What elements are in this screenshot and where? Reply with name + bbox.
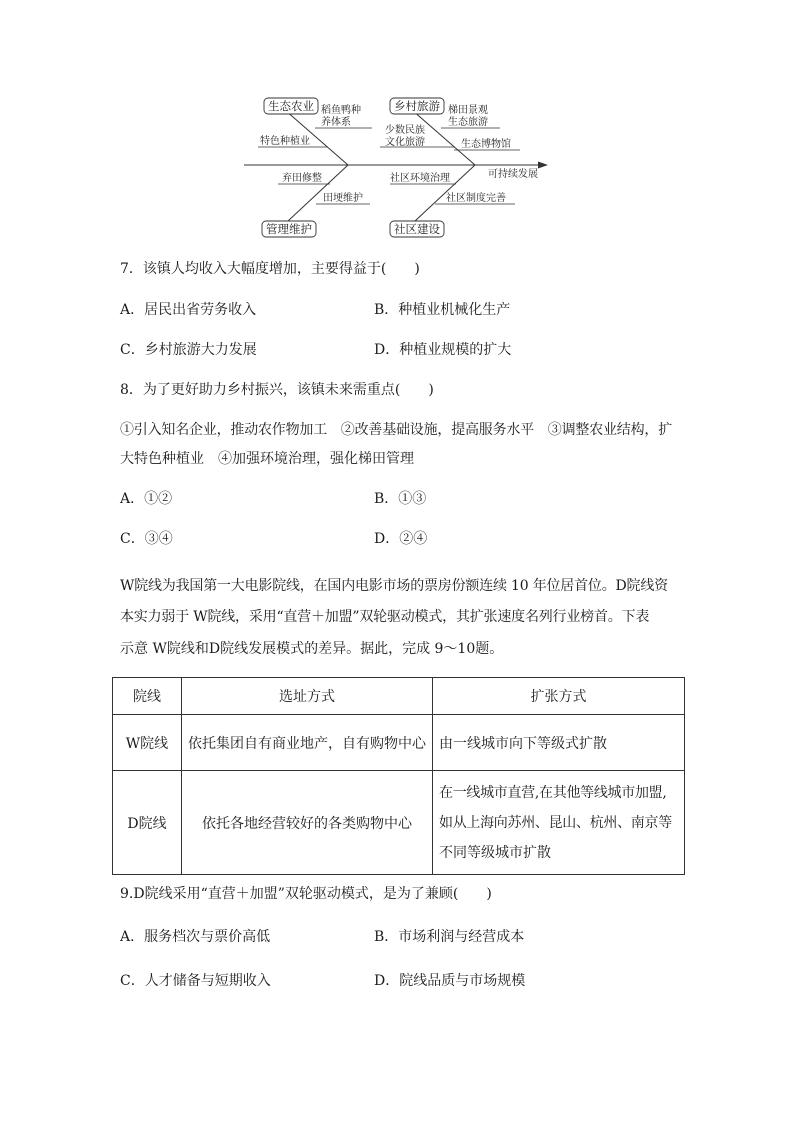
label-sustainable: 可持续发展 [488,169,538,180]
q9-option-d[interactable]: D．院线品质与市场规模 [374,973,526,989]
q7-stem: 7．该镇人均收入大幅度增加，主要得益于( ) [120,261,420,277]
table-header: 扩张方式 [433,678,685,715]
table-cell-site: 依托集团自有商业地产，自有购物中心 [182,715,433,771]
q8-stem: 8．为了更好助力乡村振兴，该镇未来需重点( ) [120,382,434,398]
label-community-system: 社区制度完善 [446,193,506,204]
label-eco-museum: 生态博物馆 [461,139,511,150]
box-community: 社区建设 [394,222,440,236]
label-rice-fish-duck: 稻鱼鸭种 [321,105,361,116]
spine-arrow [538,162,548,169]
label-minority: 少数民族 [385,125,425,136]
table-header: 选址方式 [182,678,433,715]
q7-option-a[interactable]: A．居民出省劳务收入 [120,302,257,318]
q7-option-b[interactable]: B．种植业机械化生产 [374,302,511,318]
table-header: 院线 [113,678,182,715]
table-cell-expand: 由一线城市向下等级式扩散 [433,715,685,771]
table-cell-site: 依托各地经营较好的各类购物中心 [182,771,433,875]
q7-option-d[interactable]: D．种植业规模的扩大 [374,342,512,358]
passage-line2: 本实力弱于 W院线，采用“直营＋加盟”双轮驱动模式，其扩张速度名列行业榜首。下表 [120,609,650,625]
label-culture-tour: 文化旅游 [385,137,425,148]
box-manage: 管理维护 [266,222,312,236]
passage-line3: 示意 W院线和D院线发展模式的差异。据此，完成 9～10题。 [120,641,504,657]
label-ridge-maintain: 田埂维护 [323,193,363,204]
table-header-row [113,678,685,715]
label-breeding-system: 养体系 [321,117,351,128]
q9-stem: 9.D院线采用“直营＋加盟”双轮驱动模式，是为了兼顾( ) [120,886,492,902]
q8-items-line2: 大特色种植业 ④加强环境治理，强化梯田管理 [120,451,414,467]
q8-option-b[interactable]: B．①③ [374,491,427,507]
label-community-env: 社区环境治理 [390,173,450,184]
table-cell-name: W院线 [113,715,182,771]
q7-option-c[interactable]: C．乡村旅游大力发展 [120,342,257,358]
label-terrace-scenery: 梯田景观 [448,105,488,116]
q8-items-line1: ①引入知名企业，推动农作物加工 ②改善基础设施，提高服务水平 ③调整农业结构，扩 [120,422,672,438]
table-cell-expand: 在一线城市直营,在其他等线城市加盟, 如从上海向苏州、昆山、杭州、南京等 不同等级城市扩散 [433,771,685,875]
comparison-table [112,677,685,875]
label-special-planting: 特色种植业 [260,136,310,147]
q8-option-c[interactable]: C．③④ [120,531,173,547]
q9-option-c[interactable]: C．人才储备与短期收入 [120,973,271,989]
passage-line1: W院线为我国第一大电影院线，在国内电影市场的票房份额连续 10 年位居首位。D院线资 [120,578,668,594]
q9-option-b[interactable]: B．市场利润与经营成本 [374,929,525,945]
fishbone-diagram [230,88,560,240]
label-eco-tour: 生态旅游 [448,117,488,128]
table-row [113,715,685,771]
box-rural-tour: 乡村旅游 [394,99,440,113]
label-field-repair: 弃田修整 [282,173,322,184]
box-eco-agri: 生态农业 [268,99,314,113]
q8-option-a[interactable]: A．①② [120,491,173,507]
table-cell-name: D院线 [113,771,182,875]
q9-option-a[interactable]: A．服务档次与票价高低 [120,929,271,945]
q8-option-d[interactable]: D．②④ [374,531,428,547]
table-row [113,771,685,875]
